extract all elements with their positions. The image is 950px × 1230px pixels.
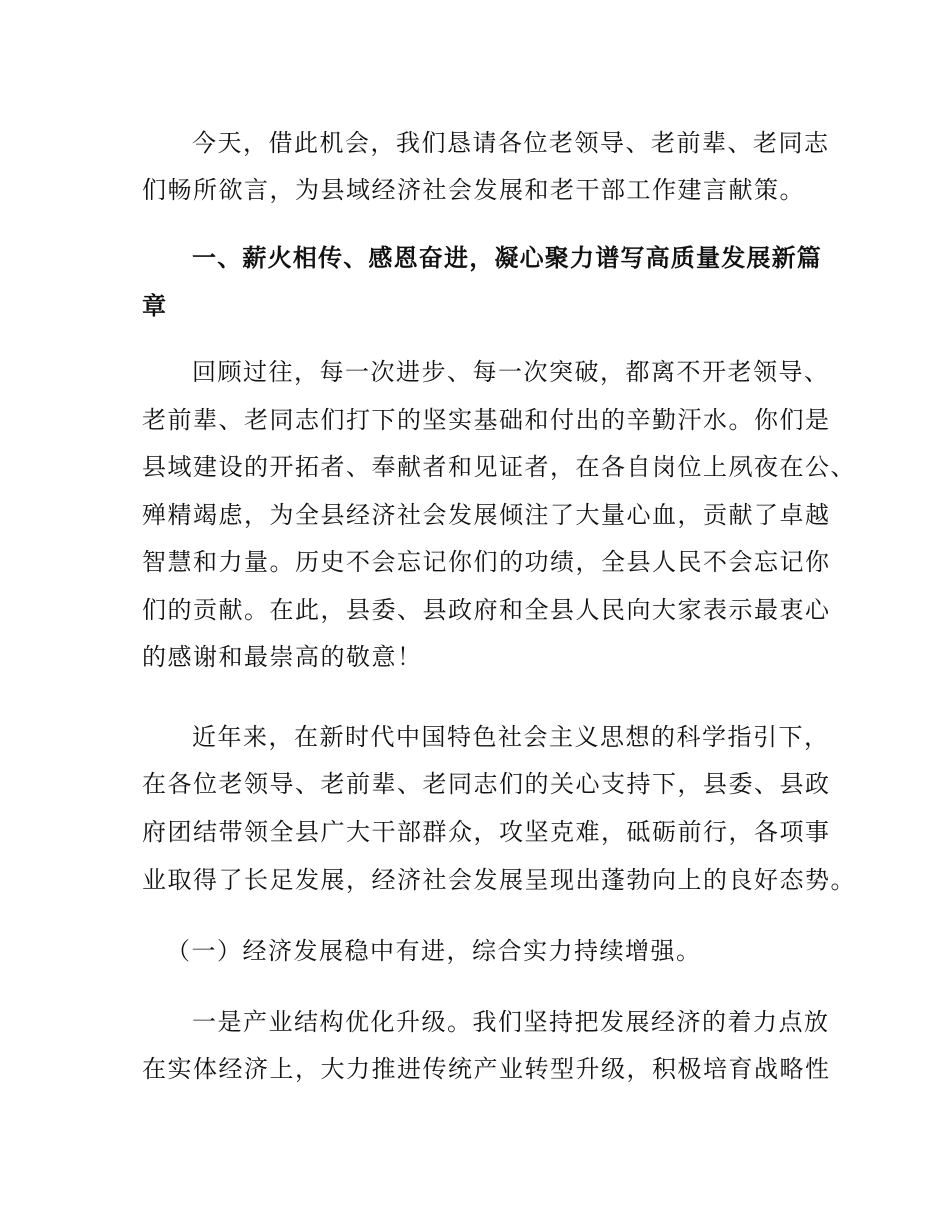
paragraph-line: 在各位老领导、老前辈、老同志们的关心支持下，县委、县政 bbox=[142, 770, 831, 798]
paragraph-line: 回顾过往，每一次进步、每一次突破，都离不开老领导、 bbox=[192, 358, 830, 386]
paragraph-line: 殚精竭虑，为全县经济社会发展倾注了大量心血，贡献了卓越 bbox=[142, 501, 831, 529]
paragraph-line: 今天，借此机会，我们恳请各位老领导、老前辈、老同志 bbox=[192, 129, 830, 157]
paragraph-line: 们畅所欲言，为县域经济社会发展和老干部工作建言献策。 bbox=[142, 176, 805, 204]
paragraph-line: 府团结带领全县广大干部群众，攻坚克难，砥砺前行，各项事 bbox=[142, 818, 831, 846]
paragraph-line: 近年来，在新时代中国特色社会主义思想的科学指引下， bbox=[192, 723, 830, 751]
paragraph-line: 县域建设的开拓者、奉献者和见证者，在各自岗位上夙夜在公、 bbox=[142, 453, 856, 481]
paragraph-line: 业取得了长足发展，经济社会发展呈现出蓬勃向上的良好态势。 bbox=[142, 866, 856, 894]
paragraph-line: 一是产业结构优化升级。我们坚持把发展经济的着力点放 bbox=[192, 1008, 830, 1036]
paragraph-line: 们的贡献。在此，县委、县政府和全县人民向大家表示最衷心 bbox=[142, 596, 831, 624]
paragraph-line: 老前辈、老同志们打下的坚实基础和付出的辛勤汗水。你们是 bbox=[142, 406, 831, 434]
section-heading: 章 bbox=[142, 292, 168, 320]
paragraph-line: 智慧和力量。历史不会忘记你们的功绩，全县人民不会忘记你 bbox=[142, 548, 831, 576]
subsection-heading: （一）经济发展稳中有进，综合实力持续增强。 bbox=[166, 937, 702, 965]
paragraph-line: 的感谢和最崇高的敬意！ bbox=[142, 643, 423, 671]
paragraph-line: 在实体经济上，大力推进传统产业转型升级，积极培育战略性 bbox=[142, 1055, 831, 1083]
section-heading: 一、薪火相传、感恩奋进，凝心聚力谱写高质量发展新篇 bbox=[192, 244, 822, 272]
